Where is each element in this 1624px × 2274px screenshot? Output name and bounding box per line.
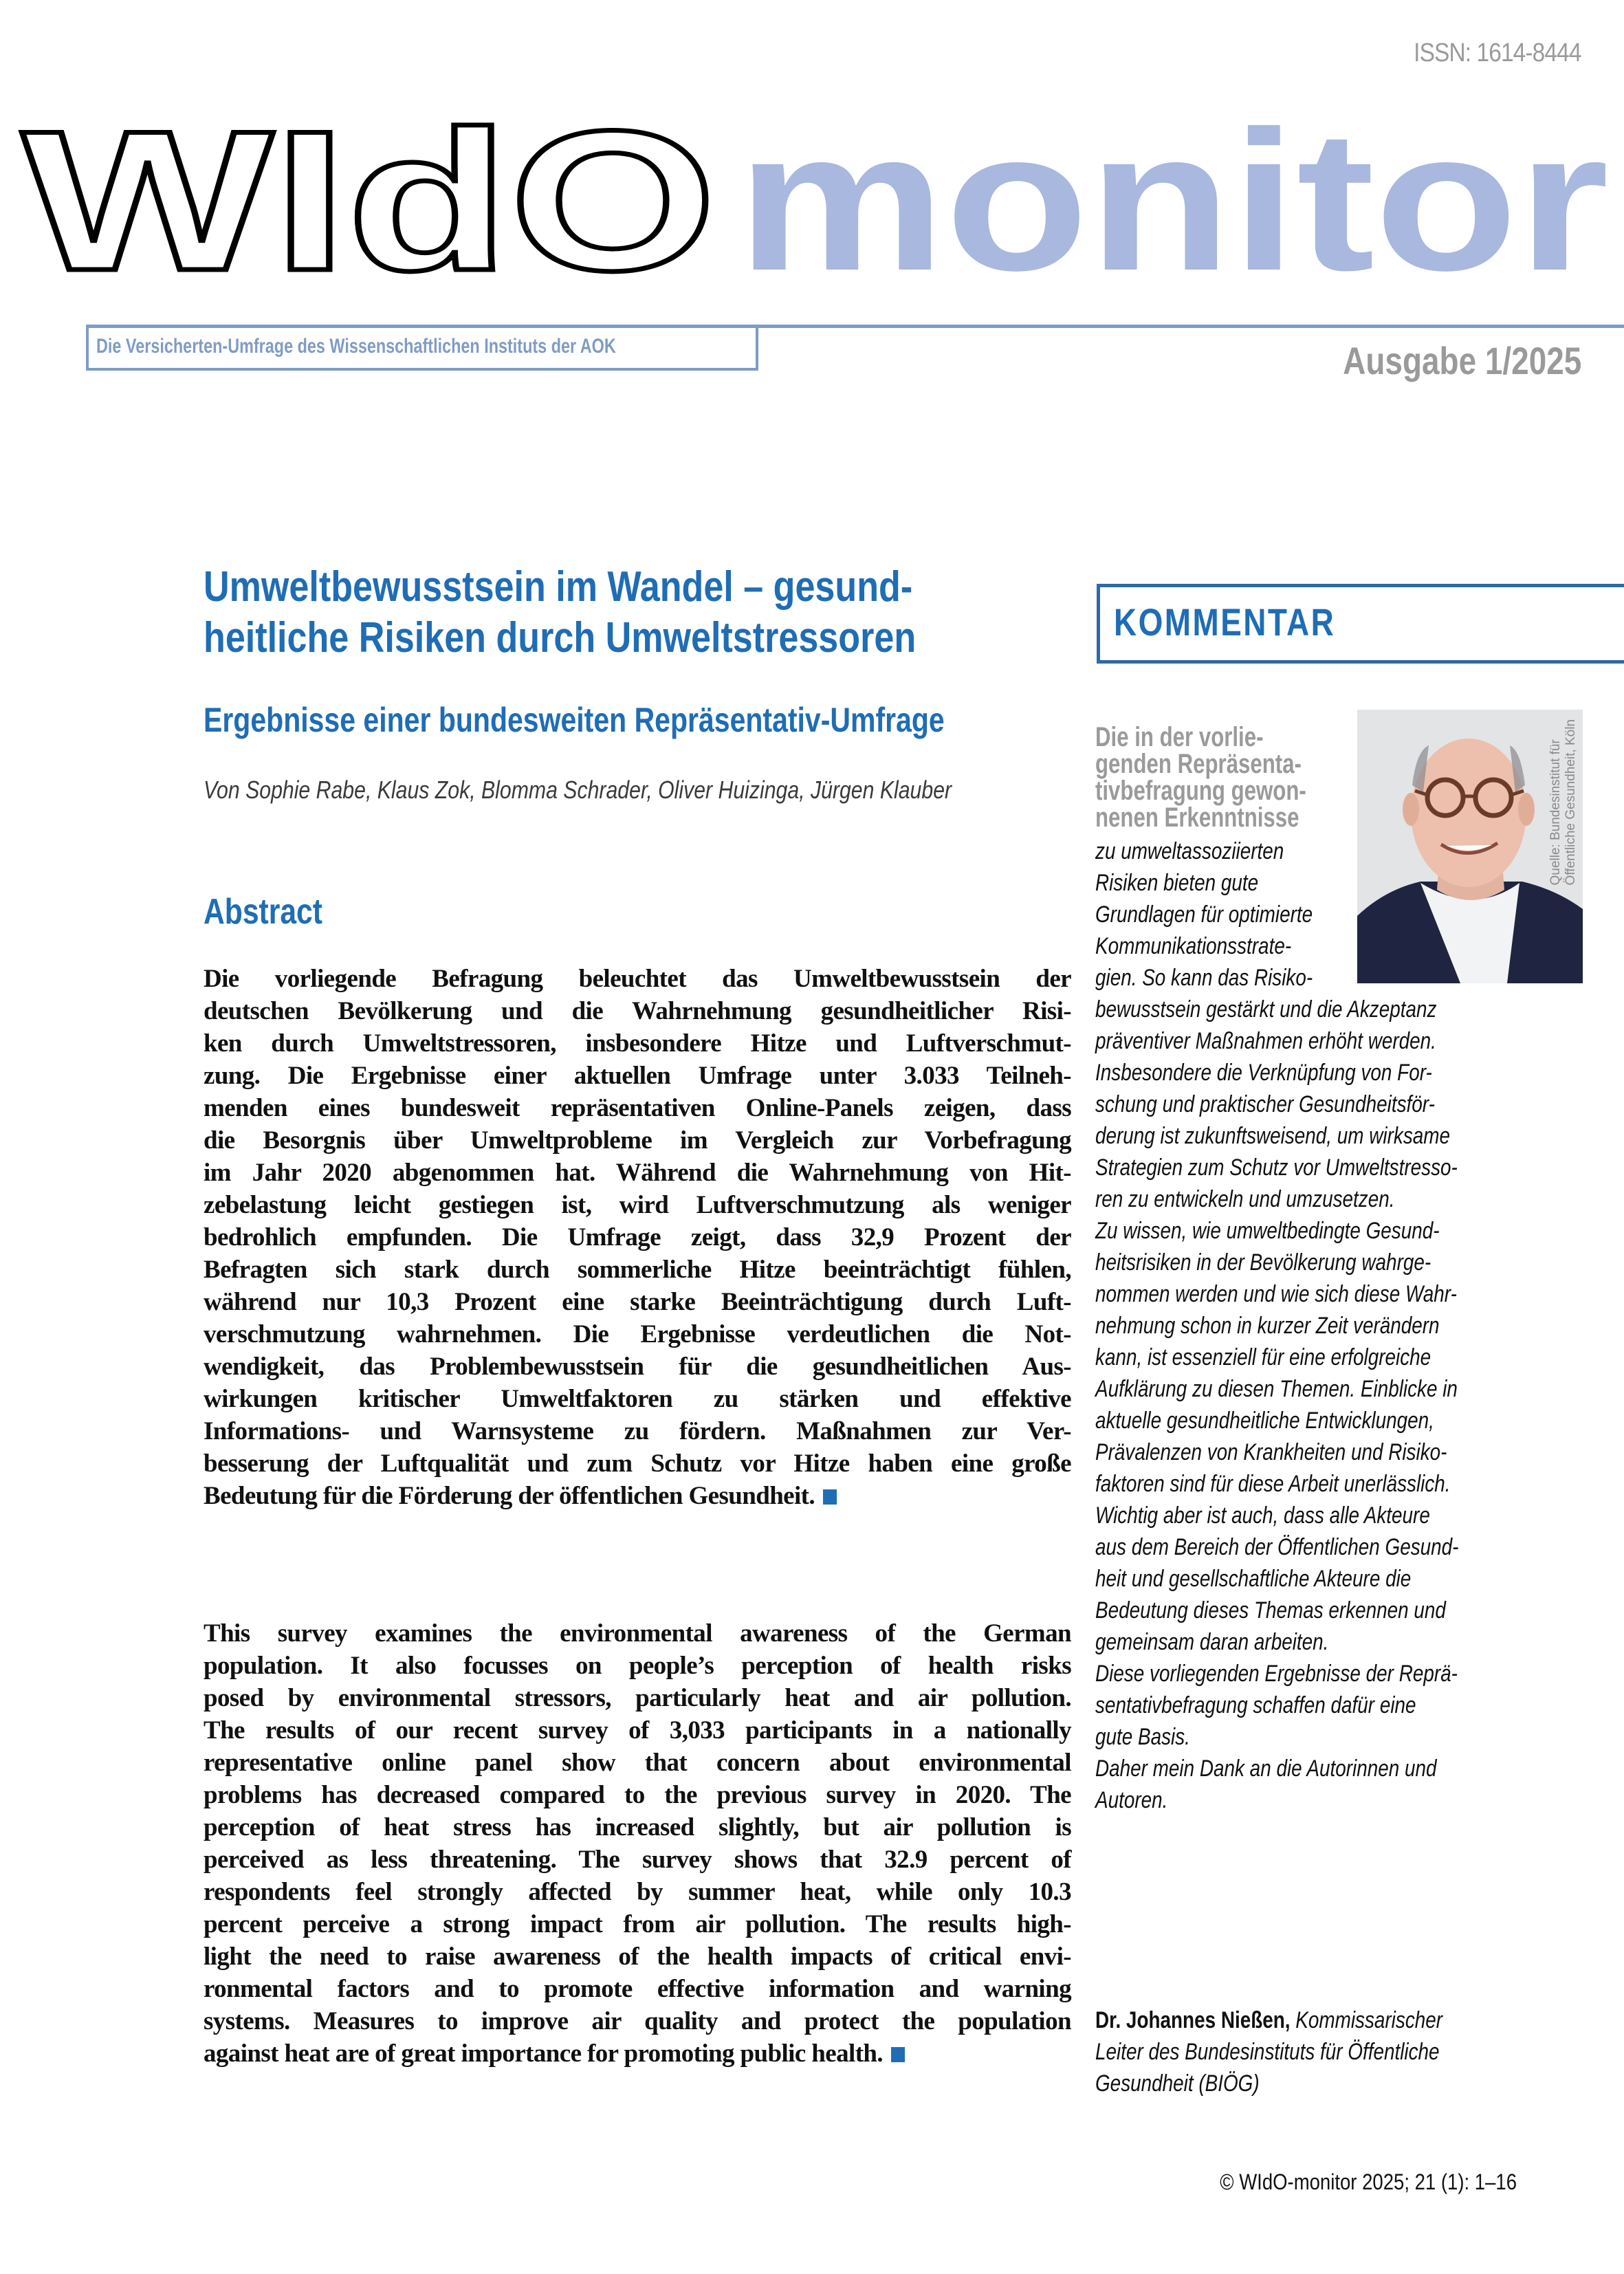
issue-number: Ausgabe 1/2025	[1342, 339, 1581, 382]
abstract-de-line: die Besorgnis über Umweltprobleme im Vergleich zur Vorbefragung	[204, 1126, 1071, 1155]
end-mark-icon	[891, 2047, 905, 2062]
abstract-english	[204, 1617, 1071, 2070]
abstract-en-line: population. It also focusses on people’s perception of health risks	[204, 1652, 1071, 1680]
commentary-line: Diese vorliegenden Ergebnisse der Reprä-	[1095, 1661, 1458, 1687]
abstract-en-line: ronmental factors and to promote effective information and warning	[204, 1975, 1071, 2003]
issn-label: ISSN: 1614-8444	[1414, 39, 1581, 67]
abstract-de-line: besserung der Luftqualität und zum Schutz vor Hitze haben eine große	[204, 1450, 1071, 1478]
abstract-heading: Abstract	[204, 892, 322, 932]
abstract-en-line-text: against heat are of great importance for promoting public health.	[204, 2040, 884, 2068]
signature-role-line: Leiter des Bundesinstituts für Öffentliche	[1095, 2039, 1440, 2065]
tagline: Die Versicherten-Umfrage des Wissenschaftlichen Instituts der AOK	[96, 335, 616, 358]
commentary-lead-line: tivbefragung gewon-	[1095, 776, 1306, 806]
commentary-lead-line: Die in der vorlie-	[1095, 722, 1264, 752]
commentary-lead-line: nenen Erkenntnisse	[1095, 802, 1299, 833]
abstract-en-line: The results of our recent survey of 3,033 participants in a nationally	[204, 1716, 1071, 1745]
abstract-en-line: systems. Measures to improve air quality and protect the population	[204, 2007, 1071, 2035]
photo-credit-line: Quelle: Bundesinstitut für	[1548, 739, 1563, 886]
abstract-de-line: wendigkeit, das Problembewusstsein für die gesundheitlichen Aus-	[204, 1353, 1071, 1381]
commentary-line: Prävalenzen von Krankheiten und Risiko-	[1095, 1439, 1447, 1465]
commentary-signature	[1095, 2007, 1442, 2034]
abstract-de-line: zung. Die Ergebnisse einer aktuellen Umfrage unter 3.033 Teilneh-	[204, 1062, 1071, 1090]
commentary-line: heit und gesellschaftliche Akteure die	[1095, 1566, 1412, 1592]
article-authors: Von Sophie Rabe, Klaus Zok, Blomma Schrader, Oliver Huizinga, Jürgen Klauber	[204, 776, 952, 804]
abstract-de-line: im Jahr 2020 abgenommen hat. Während die Wahrnehmung von Hit-	[204, 1159, 1071, 1187]
commentary-line: präventiver Maßnahmen erhöht werden.	[1095, 1028, 1436, 1054]
commentary-line: gemeinsam daran arbeiten.	[1095, 1629, 1329, 1655]
abstract-en-line: perceived as less threatening. The survey shows that 32.9 percent of	[204, 1846, 1071, 1874]
abstract-de-line: Die vorliegende Befragung beleuchtet das Umweltbewusstsein der	[204, 965, 1071, 993]
abstract-de-line: verschmutzung wahrnehmen. Die Ergebnisse verdeutlichen die Not-	[204, 1320, 1071, 1348]
author-photo	[1357, 710, 1583, 983]
commentary-line: Daher mein Dank an die Autorinnen und	[1095, 1756, 1437, 1782]
article-title-line-1: Umweltbewusstsein im Wandel – gesund-	[204, 563, 913, 611]
logo-monitor: monitor	[737, 110, 1609, 289]
abstract-de-last-line	[204, 1480, 1071, 1512]
kommentar-label: KOMMENTAR	[1114, 600, 1336, 644]
commentary-line: aktuelle gesundheitliche Entwicklungen,	[1095, 1408, 1434, 1434]
commentary-line: Risiken bieten gute	[1095, 870, 1259, 896]
commentary-line: kann, ist essenziell für eine erfolgreiche	[1095, 1344, 1431, 1370]
wido-monitor-logo	[14, 110, 1616, 289]
logo-wido-outline: WIdO	[22, 110, 716, 289]
commentary-line: ren zu entwickeln und umzusetzen.	[1095, 1186, 1395, 1212]
article-subtitle: Ergebnisse einer bundesweiten Repräsentativ-Umfrage	[204, 701, 945, 739]
abstract-en-line: representative online panel show that concern about environmental	[204, 1749, 1071, 1777]
commentary-line: bewusstsein gestärkt und die Akzeptanz	[1095, 996, 1437, 1023]
commentary-line: Strategien zum Schutz vor Umweltstresso-	[1095, 1155, 1458, 1181]
commentary-line: Kommunikationsstrate-	[1095, 933, 1292, 959]
abstract-de-line: bedrohlich empfunden. Die Umfrage zeigt, dass 32,9 Prozent der	[204, 1223, 1071, 1251]
commentary-line: gien. So kann das Risiko-	[1095, 965, 1313, 991]
abstract-en-line: percent perceive a strong impact from air pollution. The results high-	[204, 1910, 1071, 1938]
commentary-line: faktoren sind für diese Arbeit unerlässlich.	[1095, 1471, 1451, 1497]
abstract-de-line: ken durch Umweltstressoren, insbesondere Hitze und Luftverschmut-	[204, 1029, 1071, 1058]
commentary-line: Bedeutung dieses Themas erkennen und	[1095, 1597, 1446, 1623]
article-title-line-2: heitliche Risiken durch Umweltstressoren	[204, 614, 917, 662]
commentary-line: Zu wissen, wie umweltbedingte Gesund-	[1095, 1218, 1440, 1244]
commentary-line: nehmung schon in kurzer Zeit verändern	[1095, 1313, 1440, 1339]
abstract-de-line: zebelastung leicht gestiegen ist, wird Luftverschmutzung als weniger	[204, 1191, 1071, 1219]
commentary-line: gute Basis.	[1095, 1724, 1190, 1750]
commentary-line: derung ist zukunftsweisend, um wirksame	[1095, 1123, 1450, 1149]
abstract-en-line: respondents feel strongly affected by summer heat, while only 10.3	[204, 1878, 1071, 1906]
commentary-line: Autoren.	[1095, 1787, 1168, 1813]
commentary-line: schung und praktischer Gesundheitsför-	[1095, 1091, 1435, 1117]
abstract-en-line: problems has decreased compared to the previous survey in 2020. The	[204, 1781, 1071, 1809]
signature-role-line: Gesundheit (BIÖG)	[1095, 2070, 1260, 2097]
commentary-line: zu umweltassoziierten	[1095, 838, 1284, 864]
commentary-line: Wichtig aber ist auch, dass alle Akteure	[1095, 1502, 1430, 1529]
commentary-line: heitsrisiken in der Bevölkerung wahrge-	[1095, 1249, 1431, 1276]
abstract-german	[204, 963, 1071, 1512]
abstract-de-line: menden eines bundesweit repräsentativen Online-Panels zeigen, dass	[204, 1094, 1071, 1122]
abstract-en-line: This survey examines the environmental awareness of the German	[204, 1619, 1071, 1648]
abstract-en-last-line	[204, 2037, 1071, 2070]
signature-role: Kommissarischer	[1290, 2007, 1443, 2033]
abstract-en-line: perception of heat stress has increased slightly, but air pollution is	[204, 1813, 1071, 1841]
commentary-line: nommen werden und wie sich diese Wahr-	[1095, 1281, 1457, 1307]
abstract-de-line: Befragten sich stark durch sommerliche Hitze beeinträchtigt fühlen,	[204, 1256, 1071, 1284]
abstract-de-line: Informations- und Warnsysteme zu fördern. Maßnahmen zur Ver-	[204, 1417, 1071, 1445]
photo-credit-line: Öffentliche Gesundheit, Köln	[1563, 719, 1578, 886]
commentary-line: aus dem Bereich der Öffentlichen Gesund-	[1095, 1534, 1459, 1560]
commentary-line: Grundlagen für optimierte	[1095, 901, 1313, 928]
abstract-en-line: posed by environmental stressors, particularly heat and air pollution.	[204, 1684, 1071, 1712]
signature-name: Dr. Johannes Nießen,	[1095, 2007, 1291, 2033]
commentary-lead-line: genden Repräsenta-	[1095, 749, 1302, 779]
abstract-de-line: deutschen Bevölkerung und die Wahrnehmung gesundheitlicher Risi-	[204, 997, 1071, 1025]
commentary-line: Insbesondere die Verknüpfung von For-	[1095, 1060, 1432, 1086]
footer-citation: © WIdO-monitor 2025; 21 (1): 1–16	[1220, 2169, 1517, 2194]
photo-credit	[1548, 719, 1579, 886]
abstract-de-line: während nur 10,3 Prozent eine starke Beeinträchtigung durch Luft-	[204, 1288, 1071, 1316]
end-mark-icon	[823, 1489, 837, 1505]
commentary-line: sentativbefragung schaffen dafür eine	[1095, 1692, 1416, 1718]
abstract-de-line-text: Bedeutung für die Förderung der öffentlichen Gesundheit.	[204, 1482, 815, 1510]
abstract-de-line: wirkungen kritischer Umweltfaktoren zu stärken und effektive	[204, 1385, 1071, 1413]
commentary-line: Aufklärung zu diesen Themen. Einblicke in	[1095, 1376, 1458, 1402]
abstract-en-line: light the need to raise awareness of the health impacts of critical envi-	[204, 1943, 1071, 1971]
